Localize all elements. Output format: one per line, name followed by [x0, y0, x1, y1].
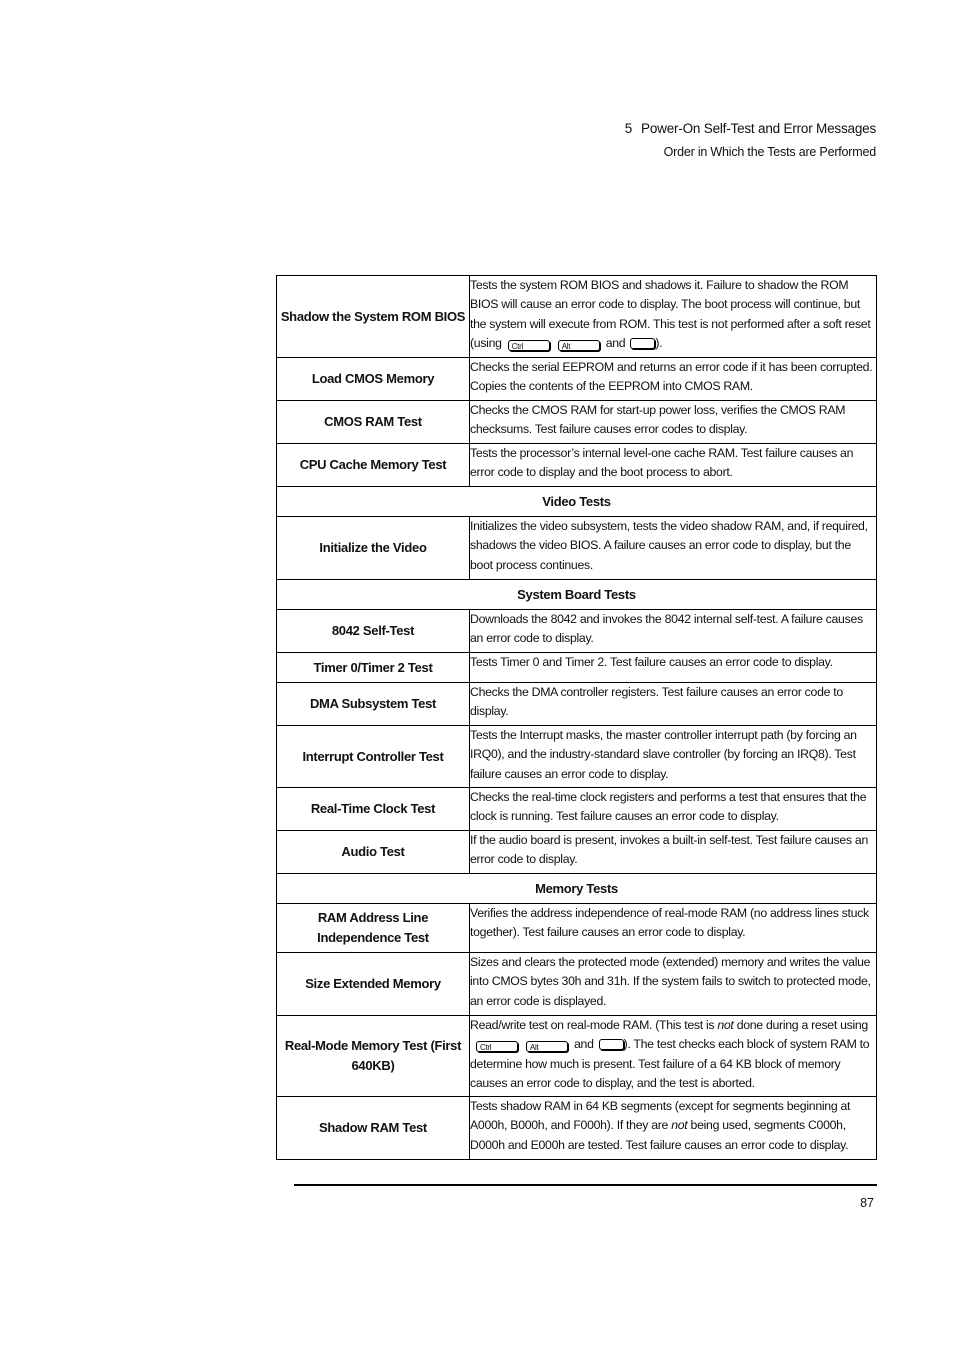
chapter-number: 5: [624, 121, 633, 136]
table-row: [277, 1097, 877, 1160]
test-name: CMOS RAM Test: [277, 401, 470, 444]
chapter-title: Power-On Self-Test and Error Messages: [641, 121, 876, 136]
table-row: [277, 401, 877, 444]
test-description: If the audio board is present, invokes a built-in self-test. Test failure causes an error code to display.: [470, 831, 877, 874]
test-name: Size Extended Memory: [277, 953, 470, 1016]
test-name: Interrupt Controller Test: [277, 726, 470, 788]
del-key-icon: [630, 338, 655, 349]
table-row: [277, 276, 877, 358]
alt-key-icon: Alt: [526, 1041, 568, 1052]
test-name: Load CMOS Memory: [277, 358, 470, 401]
table-row: [277, 953, 877, 1016]
table-row: [277, 831, 877, 874]
table-row: [277, 358, 877, 401]
test-description: Verifies the address independence of real-mode RAM (no address lines stuck together). Test failure causes an error code to display.: [470, 904, 877, 953]
test-description: Checks the CMOS RAM for start-up power loss, verifies the CMOS RAM checksums. Test failure causes error codes to display.: [470, 401, 877, 444]
ctrl-key-icon: Ctrl: [476, 1041, 518, 1052]
section-heading: System Board Tests: [277, 580, 877, 610]
test-description: Read/write test on real-mode RAM. (This test is not done during a reset usingCtrl Alt and ). The test checks each block of system RAM to determine how much is present. Test failure of a 64 KB block of memory causes an error code to display, and the test is aborted.: [470, 1016, 877, 1097]
table-row: [277, 517, 877, 580]
table-row: [277, 444, 877, 487]
test-description: Checks the DMA controller registers. Test failure causes an error code to display.: [470, 683, 877, 726]
footer-rule: [294, 1184, 877, 1186]
table-row: [277, 904, 877, 953]
page-header: [625, 119, 876, 162]
test-description: Tests the processor’s internal level-one cache RAM. Test failure causes an error code to display and the boot process to abort.: [470, 444, 877, 487]
section-heading: Video Tests: [277, 487, 877, 517]
test-description: Tests the system ROM BIOS and shadows it. Failure to shadow the ROM BIOS will cause an error code to display. The boot process will continue, but the system will execute from ROM. This test is not performed after a soft reset (using Ctrl Alt and ).: [470, 276, 877, 358]
test-name: 8042 Self-Test: [277, 610, 470, 653]
alt-key-icon: Alt: [558, 340, 600, 351]
test-name: Real-Time Clock Test: [277, 788, 470, 831]
test-description: Checks the real-time clock registers and performs a test that ensures that the clock is running. Test failure causes an error code to display.: [470, 788, 877, 831]
test-description: Tests shadow RAM in 64 KB segments (except for segments beginning at A000h, B000h, and F000h). If they are not being used, segments C000h, D000h and E000h are tested. Test failure causes an error code to display.: [470, 1097, 877, 1160]
test-name: DMA Subsystem Test: [277, 683, 470, 726]
ctrl-key-icon: Ctrl: [508, 340, 550, 351]
test-description: Downloads the 8042 and invokes the 8042 internal self-test. A failure causes an error code to display.: [470, 610, 877, 653]
post-tests-table: [276, 275, 877, 1160]
page-number: 87: [860, 1196, 874, 1210]
table-row: [277, 653, 877, 683]
test-name: RAM Address Line Independence Test: [277, 904, 470, 953]
test-description: Tests Timer 0 and Timer 2. Test failure causes an error code to display.: [470, 653, 877, 683]
test-description: Checks the serial EEPROM and returns an error code if it has been corrupted. Copies the contents of the EEPROM into CMOS RAM.: [470, 358, 877, 401]
chapter-heading: [625, 119, 876, 139]
table-row: [277, 683, 877, 726]
table-row: [277, 788, 877, 831]
section-heading: Memory Tests: [277, 874, 877, 904]
test-description: Tests the Interrupt masks, the master controller interrupt path (by forcing an IRQ0), and the industry-standard slave controller (by forcing an IRQ8). Test failure causes an error code to display.: [470, 726, 877, 788]
section-row: [277, 580, 877, 610]
del-key-icon: [599, 1039, 624, 1050]
section-row: [277, 874, 877, 904]
test-name: Initialize the Video: [277, 517, 470, 580]
test-name: Real-Mode Memory Test (First 640KB): [277, 1016, 470, 1097]
test-name: Timer 0/Timer 2 Test: [277, 653, 470, 683]
table-row: [277, 726, 877, 788]
section-row: [277, 487, 877, 517]
table-row: [277, 1016, 877, 1097]
test-name: Audio Test: [277, 831, 470, 874]
test-name: Shadow RAM Test: [277, 1097, 470, 1160]
test-name: Shadow the System ROM BIOS: [277, 276, 470, 358]
test-name: CPU Cache Memory Test: [277, 444, 470, 487]
table-row: [277, 610, 877, 653]
test-description: Initializes the video subsystem, tests the video shadow RAM, and, if required, shadows the video BIOS. A failure causes an error code to display, but the boot process continues.: [470, 517, 877, 580]
test-description: Sizes and clears the protected mode (extended) memory and writes the value into CMOS bytes 30h and 31h. If the system fails to switch to protected mode, an error code is displayed.: [470, 953, 877, 1016]
section-title: Order in Which the Tests are Performed: [663, 145, 876, 159]
